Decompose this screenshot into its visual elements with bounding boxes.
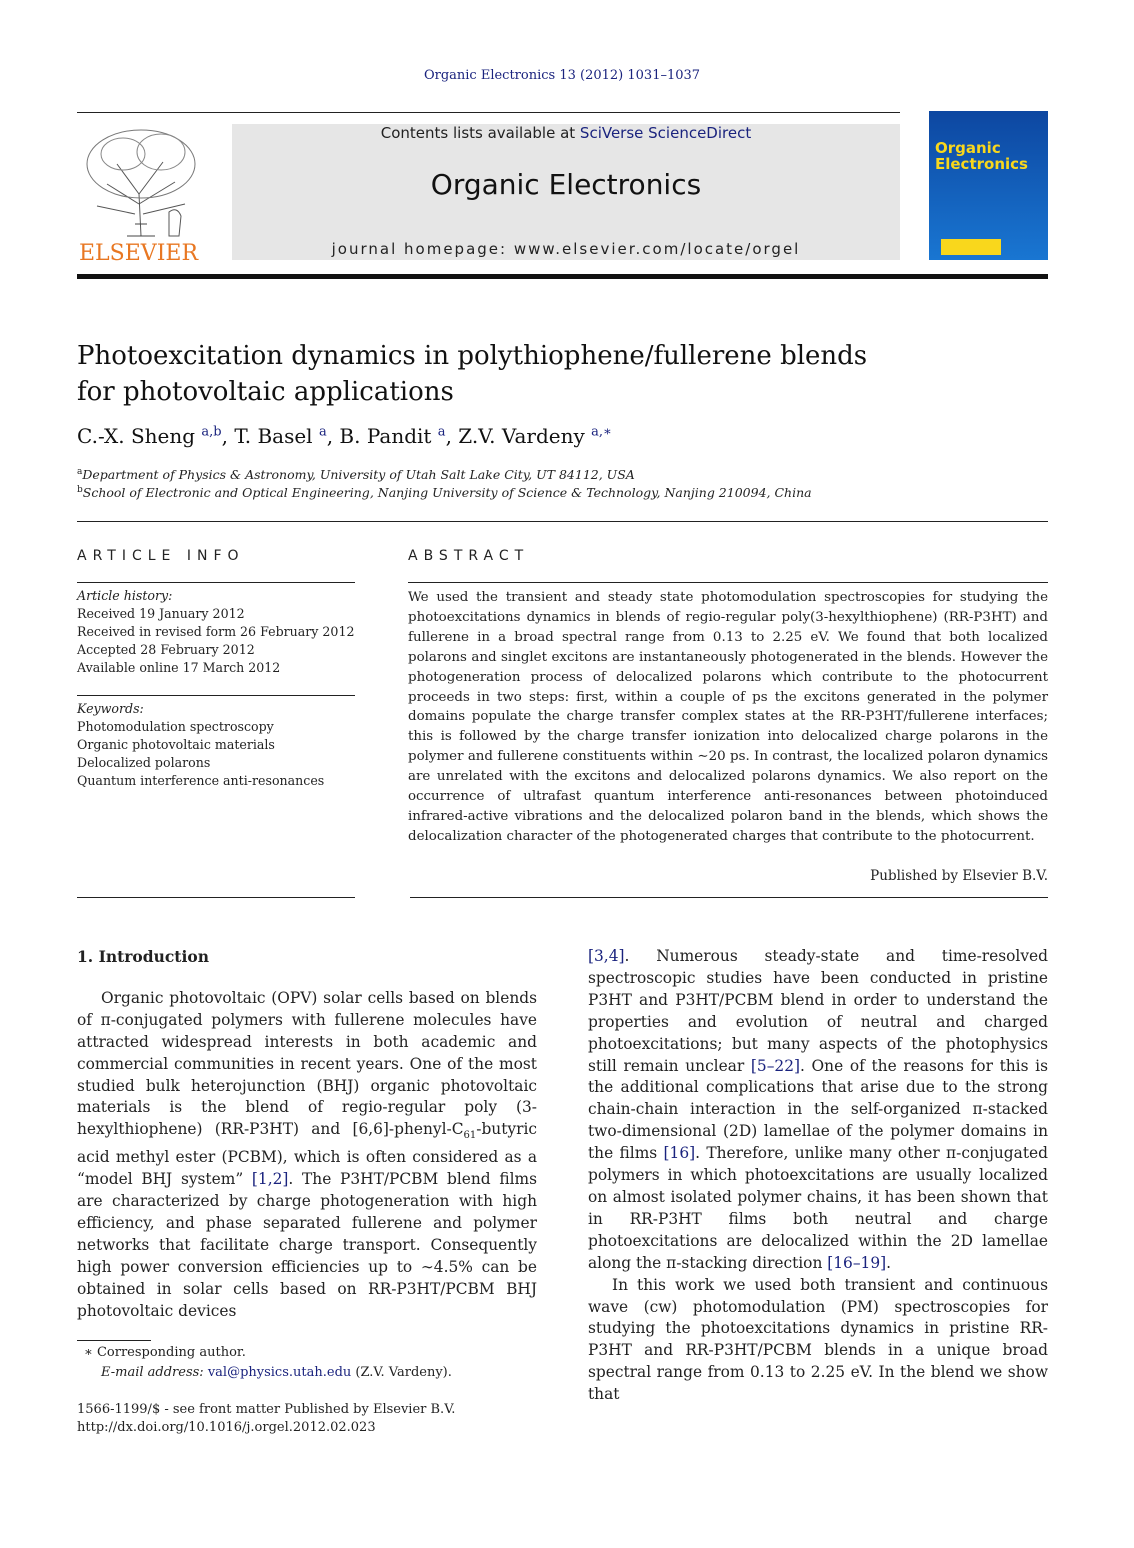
info-rule-3 bbox=[77, 897, 355, 898]
cover-title-line2: Electronics bbox=[935, 155, 1028, 173]
elsevier-wordmark: ELSEVIER bbox=[79, 241, 199, 264]
journal-title: Organic Electronics bbox=[430, 168, 702, 201]
paragraph: Organic photovoltaic (OPV) solar cells based on blends of π-conjugated polymers with fullerene molecules have attracted widespread interests in both academic and commercial communities in recent years. One of the most studied bulk heterojunction (BHJ) organic photovoltaic materials is the blend of regio-regular poly (3-hexylthiophene) (RR-P3HT) and $[6,6]-phenyl-C_{61}$-butyric acid methyl ester (PCBM), which is often considered as a “model BHJ system” [1,2]. The P3HT/PCBM blend films are characterized by charge photogeneration with high efficiency, and phase separated fullerene and polymer networks that facilitate charge transport. Consequently high power conversion efficiencies up to ∼4.5% can be obtained in solar cells based on RR-P3HT/PCBM BHJ photovoltaic devices bbox=[77, 988, 538, 1320]
sciencedirect-link[interactable]: SciVerse ScienceDirect bbox=[579, 124, 752, 142]
email-link[interactable]: val@physics.utah.edu bbox=[207, 1365, 352, 1380]
reference-link[interactable]: [16] bbox=[663, 1144, 696, 1163]
section-heading: 1. Introduction bbox=[77, 947, 209, 966]
header-thick-rule bbox=[77, 274, 1048, 279]
info-rule-2 bbox=[77, 695, 355, 696]
published-by: Published by Elsevier B.V. bbox=[870, 868, 1048, 884]
elsevier-logo bbox=[77, 124, 205, 264]
reference-link[interactable]: [3,4] bbox=[588, 947, 625, 965]
keyword: Organic photovoltaic materials bbox=[77, 737, 275, 752]
reference-link[interactable]: [16–19] bbox=[827, 1253, 887, 1272]
reference-link[interactable]: [1,2] bbox=[251, 1170, 289, 1189]
journal-cover-image bbox=[929, 111, 1048, 260]
author[interactable]: T. Basel $^a$ bbox=[234, 424, 327, 448]
contents-line: Contents lists available at SciVerse ScienceDirect bbox=[380, 124, 752, 142]
journal-citation[interactable]: Organic Electronics 13 (2012) 1031–1037 bbox=[423, 68, 701, 83]
author[interactable]: B. Pandit $^a$ bbox=[339, 424, 446, 448]
author-list: C.-X. Sheng $^{a,b}$, T. Basel $^a$, B. Pandit $^a$, Z.V. Vardeny $^{a,∗}$ bbox=[77, 424, 612, 448]
keyword: Photomodulation spectroscopy bbox=[77, 719, 274, 734]
paragraph: In this work we used both transient and continuous wave (cw) photomodulation (PM) spectroscopies for studying the photoexcitations dynamics in pristine RR-P3HT and RR-P3HT/PCBM blends in a unique broad spectral range from 0.13 to 2.25 eV. In the blend we show that bbox=[588, 1275, 1048, 1404]
header-rule bbox=[77, 112, 900, 113]
article-title: Photoexcitation dynamics in polythiophene/fullerene blends for photovoltaic applications bbox=[77, 341, 868, 407]
affiliation-a: $^a$Department of Physics & Astronomy, University of Utah Salt Lake City, UT 84112, USA bbox=[77, 467, 635, 483]
journal-homepage[interactable]: journal homepage: www.elsevier.com/locate/orgel bbox=[331, 240, 801, 258]
email-note: E-mail address: val@physics.utah.edu (Z.V. Vardeny). bbox=[101, 1365, 452, 1380]
body-left-column bbox=[77, 946, 537, 1323]
reference-link[interactable]: [5–22] bbox=[750, 1056, 800, 1075]
author[interactable]: C.-X. Sheng $^{a,b}$ bbox=[77, 424, 222, 448]
abstract-rule-1 bbox=[408, 582, 1048, 583]
abstract-text: We used the transient and steady state photomodulation spectroscopies for studying the photoexcitations dynamics in blends of regio-regular poly(3-hexylthiophene) (RR-P3HT) and fullerene in a broad spectral range from 0.13 to 2.25 eV. We found that both localized polarons and singlet excitons are instantaneously photogenerated in the blends. However the photogeneration process of delocalized polarons which contribute to the photocurrent proceeds in two steps: first, within a couple of ps the excitons generated in the polymer domains populate the charge transfer complex states at the RR-P3HT/fullerene interfaces; this is followed by the charge transfer ionization into delocalized charge polarons in the polymer and fullerene constituents within ∼20 ps. In contrast, the localized polaron dynamics are unrelated with the excitons and delocalized polarons dynamics. We also report on the occurrence of ultrafast quantum interference anti-resonances between photoinduced infrared-active vibrations and the delocalized polaron band in the blends, which shows the delocalization character of the photogenerated charges that contribute to the photocurrent. bbox=[408, 590, 1048, 844]
affiliation-rule bbox=[77, 521, 1048, 522]
abstract-heading: ABSTRACT bbox=[408, 548, 530, 564]
elsevier-tree-icon bbox=[77, 124, 205, 264]
author[interactable]: Z.V. Vardeny $^{a,∗}$ bbox=[458, 424, 612, 448]
abstract-rule-2 bbox=[410, 897, 1048, 898]
body-right-column bbox=[588, 946, 1048, 1406]
keywords: Keywords: Photomodulation spectroscopy Organic photovoltaic materials Delocalized polarons Quantum interference anti-resonances bbox=[77, 700, 355, 790]
affiliation-b: $^b$School of Electronic and Optical Engineering, Nanjing University of Science & Technology, Nanjing 210094, China bbox=[77, 485, 812, 501]
article-history: Article history: Received 19 January 2012 Received in revised form 26 February 2012 Accepted 28 February 2012 Available online 17 March 2012 bbox=[77, 588, 355, 675]
footnote-rule bbox=[77, 1340, 151, 1341]
journal-banner bbox=[232, 124, 900, 260]
issn-line: 1566-1199/$ - see front matter Published by Elsevier B.V. bbox=[77, 1402, 456, 1417]
keyword: Quantum interference anti-resonances bbox=[77, 773, 325, 788]
paragraph: [3,4]. Numerous steady-state and time-resolved spectroscopic studies have been conducted in pristine P3HT and P3HT/PCBM blend in order to understand the properties and evolution of neutral and charged photoexcitations; but many aspects of the photophysics still remain unclear [5–22]. One of the reasons for this is the additional complications that arise due to the strong chain-chain interaction in the self-organized π-stacked two-dimensional (2D) lamellae of the polymer domains in the films [16]. Therefore, unlike many other π-conjugated polymers in which photoexcitations are usually localized on almost isolated polymer chains, it has been shown that in RR-P3HT films both neutral and charge photoexcitations are delocalized within the 2D lamellae along the π-stacking direction [16–19]. bbox=[588, 947, 1048, 1272]
keyword: Delocalized polarons bbox=[77, 755, 211, 770]
cover-title-line1: Organic bbox=[935, 139, 1001, 157]
info-rule-1 bbox=[77, 582, 355, 583]
corresponding-author-note: ∗ Corresponding author. bbox=[84, 1345, 246, 1360]
doi-link[interactable]: http://dx.doi.org/10.1016/j.orgel.2012.02.023 bbox=[77, 1420, 376, 1435]
article-info-heading: ARTICLE INFO bbox=[77, 548, 245, 564]
